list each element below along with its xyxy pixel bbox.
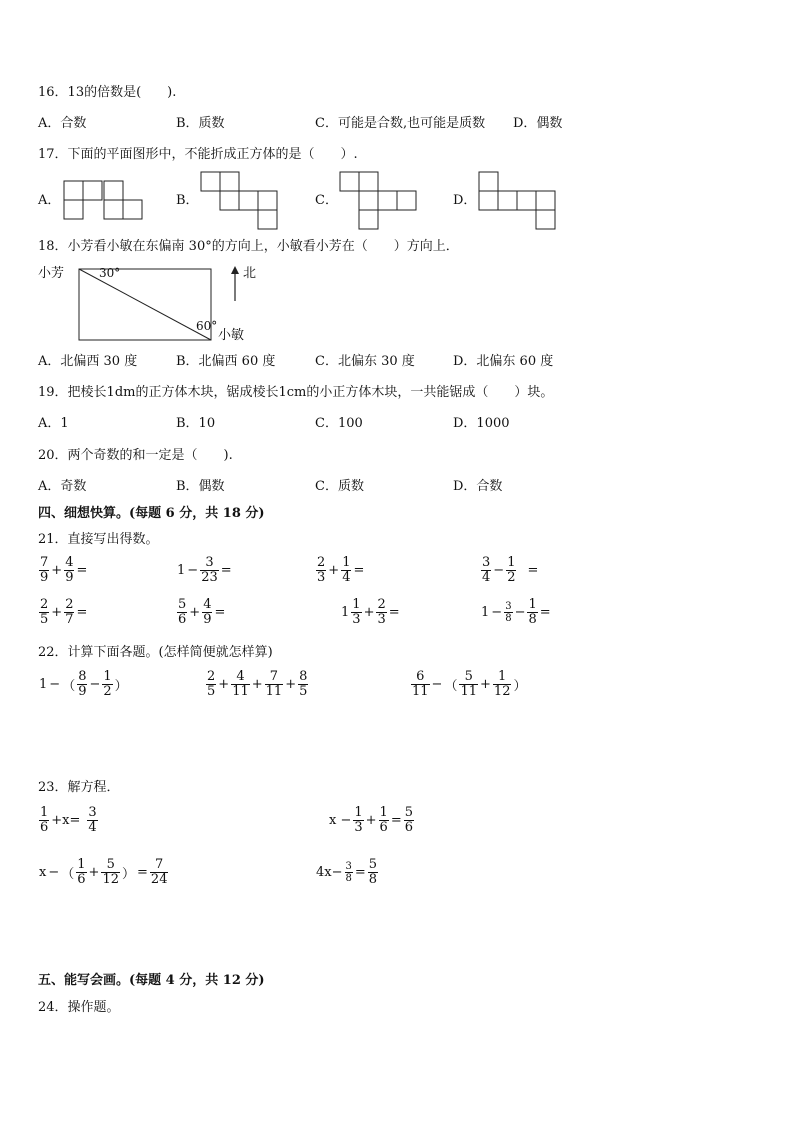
fraction: $\frac{5}{11}$ [460,669,478,699]
q21-expr-8: 1 − $\frac{3}{8}$ − $\frac{1}{8}$ = [481,597,551,627]
fraction: $\frac{1}{8}$ [528,597,537,627]
q19-option-c: C．100 [315,416,363,431]
fraction: $\frac{1}{3}$ [354,805,363,835]
q19-option-d: D．1000 [453,416,510,431]
section-4-heading: 四、细想快算。(每题 6 分，共 18 分) [38,506,265,521]
q16-option-b: B．质数 [176,116,225,131]
q22-expr-3: $\frac{6}{11}$ − （ $\frac{5}{11}$ + $\frac{1}{12}$ ） [412,669,527,699]
q18-text: 18．小芳看小敏在东偏南 30°的方向上，小敏看小芳在（ ）方向上． [38,239,459,254]
fraction: $\frac{4}{11}$ [232,669,249,699]
q21-text: 21．直接写出得数。 [38,532,159,547]
q21-expr-7: 1 $\frac{1}{3}$ + $\frac{2}{3}$ = [341,597,400,627]
q19-option-a: A．1 [38,416,69,431]
q16-text: 16．13的倍数是( ). [38,85,177,100]
q21-expr-3: $\frac{2}{3}$ + $\frac{1}{4}$ = [317,555,365,585]
fraction: $\frac{2}{5}$ [207,669,216,699]
q17-label-a: A． [38,193,61,208]
q18-option-b: B．北偏西 60 度 [176,354,276,369]
q21-expr-5: $\frac{2}{5}$ + $\frac{2}{7}$ = [40,597,88,627]
fraction: $\frac{2}{3}$ [317,555,326,585]
fraction: $\frac{4}{9}$ [203,597,212,627]
q18-option-d: D．北偏东 60 度 [453,354,554,369]
q22-expr-1: 1 − （ $\frac{8}{9}$ − $\frac{1}{2}$ ） [39,669,128,699]
q21-expr-1: $\frac{7}{9}$ + $\frac{4}{9}$ = [40,555,88,585]
fraction: $\frac{1}{6}$ [379,805,388,835]
q20-option-c: C．质数 [315,479,364,494]
fraction: $\frac{3}{23}$ [201,555,218,585]
figure-label-xiaomin: 小敏 [218,328,245,343]
fraction: $\frac{1}{2}$ [507,555,516,585]
angle-label-bottom: 60° [196,319,218,333]
north-arrow-icon [229,266,241,302]
section-5-heading: 五、能写会画。(每题 4 分，共 12 分) [38,973,265,988]
cube-net-c [340,172,420,230]
q18-option-a: A．北偏西 30 度 [38,354,138,369]
q17-label-b: B． [176,193,199,208]
fraction: $\frac{2}{5}$ [40,597,49,627]
cube-net-a [64,181,144,221]
q23-eq-2: x − $\frac{1}{3}$ + $\frac{1}{6}$ = $\frac{5}{6}$ [329,805,414,835]
fraction: $\frac{6}{11}$ [412,669,429,699]
angle-label-top: 30° [99,266,121,280]
fraction: $\frac{8}{9}$ [78,669,87,699]
q22-expr-2: $\frac{2}{5}$ + $\frac{4}{11}$ + $\frac{7}{11}$ + $\frac{8}{5}$ [207,669,308,699]
fraction: $\frac{7}{24}$ [150,857,168,887]
fraction: $\frac{1}{6}$ [77,857,86,887]
q22-text: 22．计算下面各题。(怎样简便就怎样算) [38,645,273,660]
fraction: $\frac{3}{4}$ [88,805,97,835]
fraction: $\frac{1}{4}$ [342,555,351,585]
q23-text: 23．解方程． [38,780,120,795]
fraction: $\frac{3}{8}$ [345,861,352,884]
q16-option-d: D．偶数 [513,116,563,131]
q20-option-d: D．合数 [453,479,503,494]
q23-eq-4: 4x− $\frac{3}{8}$ = $\frac{5}{8}$ [316,857,378,887]
q18-option-c: C．北偏东 30 度 [315,354,415,369]
q20-option-b: B．偶数 [176,479,225,494]
figure-label-xiaofang: 小芳 [38,266,65,281]
q21-expr-2: 1 − $\frac{3}{23}$ = [177,555,232,585]
fraction: $\frac{5}{12}$ [102,857,119,887]
fraction: $\frac{5}{6}$ [404,805,414,835]
q17-label-c: C． [315,193,338,208]
fraction: $\frac{1}{2}$ [103,669,112,699]
q21-expr-6: $\frac{5}{6}$ + $\frac{4}{9}$ = [178,597,226,627]
fraction: $\frac{5}{6}$ [178,597,187,627]
fraction: $\frac{3}{4}$ [482,555,491,585]
fraction: $\frac{2}{3}$ [377,597,386,627]
q17-label-d: D． [453,193,477,208]
fraction: $\frac{3}{8}$ [505,601,512,624]
fraction: $\frac{7}{9}$ [40,555,49,585]
figure-label-north: 北 [243,266,257,281]
q23-eq-3: x − （ $\frac{1}{6}$ + $\frac{5}{12}$ ） = $\frac{7}{24}$ [39,857,168,887]
fraction: $\frac{5}{8}$ [368,857,378,887]
q19-text: 19．把棱长1dm的正方体木块，锯成棱长1cm的小正方体木块，一共能锯成（ ）块。 [38,385,554,400]
fraction: $\frac{1}{12}$ [493,669,511,699]
fraction: $\frac{2}{7}$ [65,597,74,627]
q16-option-c: C．可能是合数,也可能是质数 [315,116,486,131]
fraction: $\frac{1}{6}$ [40,805,49,835]
q24-text: 24．操作题。 [38,1000,120,1015]
q20-option-a: A．奇数 [38,479,87,494]
q20-text: 20．两个奇数的和一定是（ ). [38,448,233,463]
cube-net-b [201,172,281,230]
cube-net-d [479,172,559,230]
q21-expr-4: $\frac{3}{4}$ − $\frac{1}{2}$ = [482,555,539,585]
fraction: $\frac{7}{11}$ [265,669,283,699]
fraction: $\frac{4}{9}$ [65,555,74,585]
fraction: $\frac{1}{3}$ [352,597,361,627]
q16-option-a: A．合数 [38,116,87,131]
q23-eq-1: $\frac{1}{6}$ +x= $\frac{3}{4}$ [40,805,97,835]
q17-text: 17．下面的平面图形中，不能折成正方体的是（ ）. [38,147,358,162]
q19-option-b: B．10 [176,416,216,431]
fraction: $\frac{8}{5}$ [299,669,308,699]
